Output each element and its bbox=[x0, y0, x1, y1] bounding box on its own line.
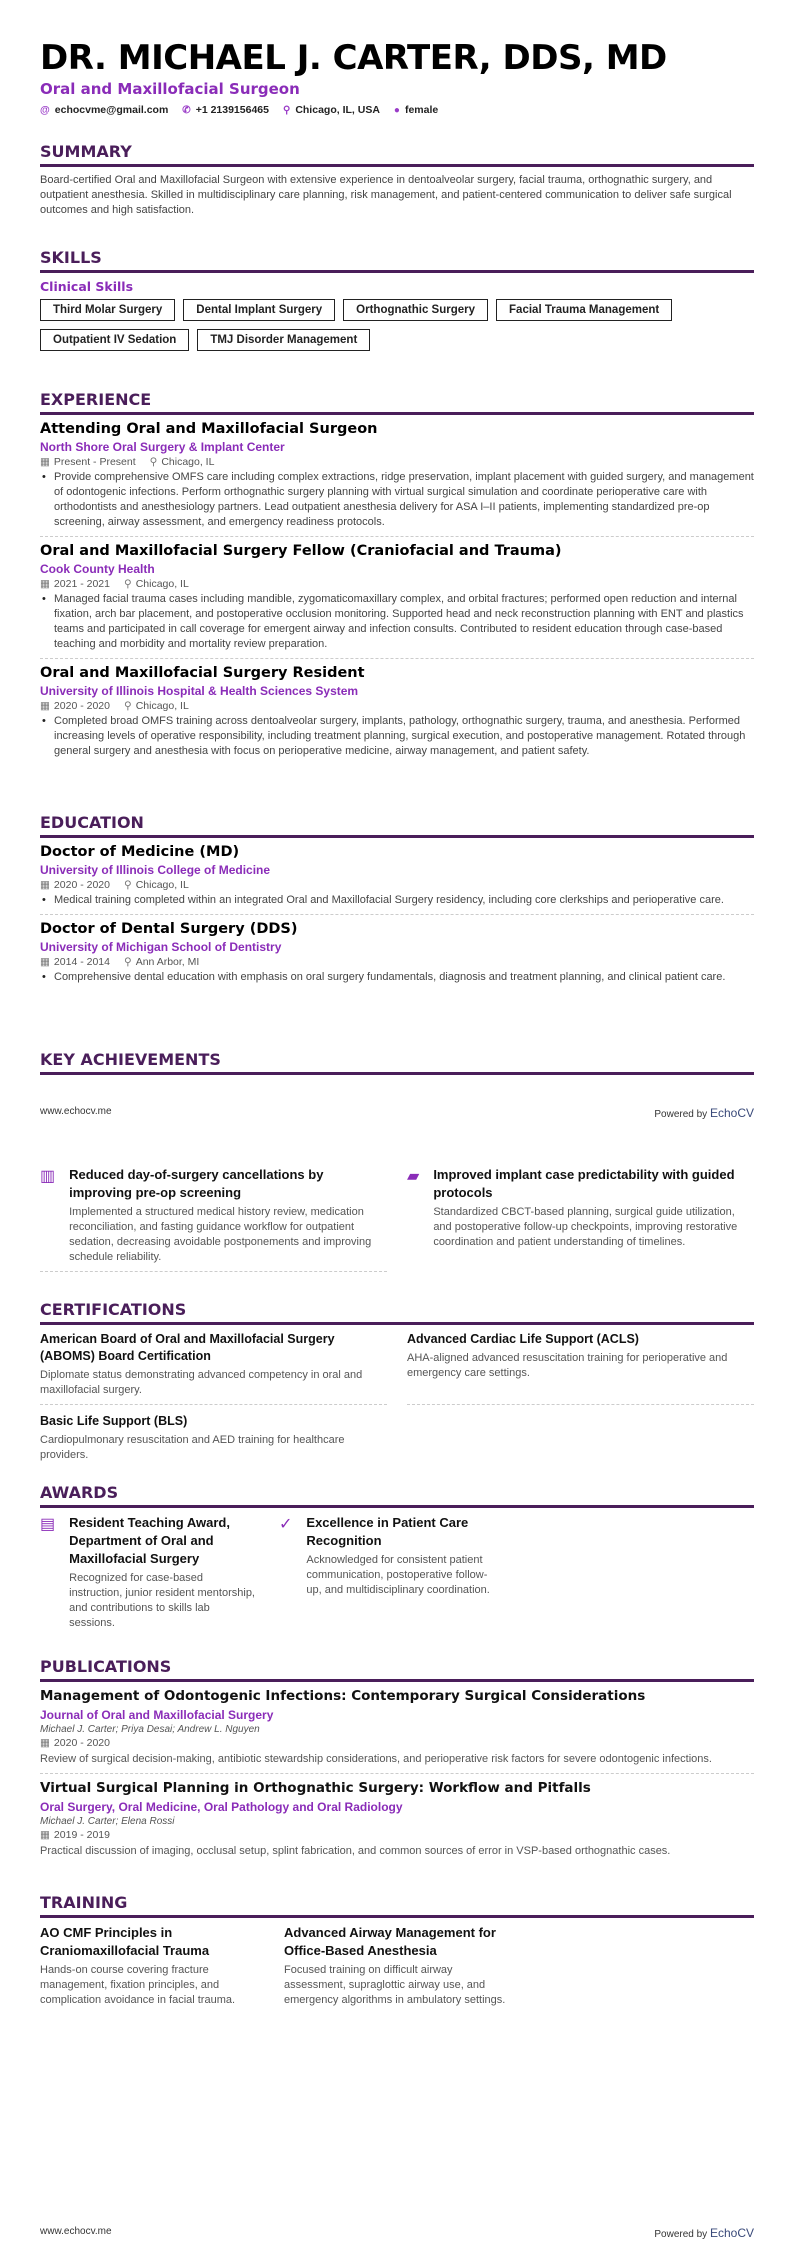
location-icon: ⚲ bbox=[149, 456, 158, 468]
company: Cook County Health bbox=[40, 562, 155, 576]
skill-chip: TMJ Disorder Management bbox=[197, 329, 370, 351]
job-title: Attending Oral and Maxillofacial Surgeon bbox=[40, 421, 378, 437]
calendar-icon: ▦ bbox=[40, 956, 50, 968]
section-heading: SKILLS bbox=[40, 248, 754, 273]
dates: Present - Present bbox=[53, 456, 136, 468]
dates: 2019 - 2019 bbox=[53, 1829, 110, 1841]
calendar-icon: ▦ bbox=[40, 578, 50, 590]
journal: Journal of Oral and Maxillofacial Surgery bbox=[40, 1708, 274, 1722]
publication-item bbox=[40, 1780, 754, 1859]
awards-section bbox=[40, 1483, 754, 1631]
training-desc: Hands-on course covering fracture management, fixation principles, and complication avoidance in facial trauma. bbox=[40, 1964, 236, 2006]
achievement-desc: Implemented a structured medical history review, medication reconciliation, and fasting guidance workflow for outpatient sedation, decreasing avoidable postponements and improving schedule reliability. bbox=[69, 1206, 372, 1263]
footer-powered: Powered by bbox=[654, 2229, 708, 2240]
section-heading: SUMMARY bbox=[40, 142, 754, 167]
building-icon: ▥ bbox=[40, 1168, 56, 1185]
company: North Shore Oral Surgery & Implant Center bbox=[40, 440, 285, 454]
section-heading: KEY ACHIEVEMENTS bbox=[40, 1050, 754, 1075]
authors: Michael J. Carter; Elena Rossi bbox=[40, 1816, 175, 1827]
description: • Comprehensive dental education with emphasis on oral surgery fundamentals, diagnosis and treatment planning, and clinical patient care. bbox=[40, 970, 754, 985]
skills-section bbox=[40, 248, 754, 351]
school: University of Michigan School of Dentistry bbox=[40, 940, 282, 954]
award-item bbox=[279, 1514, 494, 1631]
achievement-item bbox=[40, 1166, 387, 1272]
calendar-icon: ▦ bbox=[40, 1737, 50, 1749]
achievement-title: Reduced day-of-surgery cancellations by improving pre-op screening bbox=[69, 1167, 324, 1200]
description: • Provide comprehensive OMFS care including complex extractions, ridge preservation, implant placement with guided surgery, and management of odontogenic infections. Perform orthognathic surgery planning with virtual surgical simulation and coordinate perioperative care with orthodontists and anesthesiology partners. Lead outpatient anesthesia delivery for ASA I–II patients, implementing standardized pre-op screening, airway assessment, and emergency readiness protocols. bbox=[40, 470, 754, 530]
dates: 2014 - 2014 bbox=[53, 956, 110, 968]
training-title: AO CMF Principles in Craniomaxillofacial Trauma bbox=[40, 1925, 210, 1958]
dates: 2020 - 2020 bbox=[53, 879, 110, 891]
page-footer bbox=[40, 1106, 754, 1120]
certification-item bbox=[40, 1413, 387, 1463]
location: Chicago, IL bbox=[161, 456, 215, 468]
cert-title: Basic Life Support (BLS) bbox=[40, 1414, 188, 1428]
pub-desc: Review of surgical decision-making, antibiotic stewardship considerations, and perioperative risk factors for severe odontogenic infections. bbox=[40, 1753, 712, 1765]
section-heading: EXPERIENCE bbox=[40, 390, 754, 415]
location: Chicago, IL bbox=[135, 578, 189, 590]
phone-icon: ✆ bbox=[182, 105, 191, 116]
award-desc: Recognized for case-based instruction, junior resident mentorship, and contributions to skills lab sessions. bbox=[69, 1572, 255, 1629]
skill-chip: Orthognathic Surgery bbox=[343, 299, 488, 321]
section-heading: PUBLICATIONS bbox=[40, 1657, 754, 1682]
experience-item bbox=[40, 421, 754, 537]
page-footer bbox=[40, 2226, 754, 2240]
cert-desc: Diplomate status demonstrating advanced competency in oral and maxillofacial surgery. bbox=[40, 1369, 363, 1396]
calendar-icon: ▦ bbox=[40, 1829, 50, 1841]
training-item bbox=[40, 1924, 260, 2008]
dates: 2020 - 2020 bbox=[53, 700, 110, 712]
achievement-title: Improved implant case predictability with guided protocols bbox=[433, 1167, 735, 1200]
location: Ann Arbor, MI bbox=[135, 956, 200, 968]
degree: Doctor of Medicine (MD) bbox=[40, 844, 240, 860]
skill-group-title: Clinical Skills bbox=[40, 279, 134, 294]
section-heading: CERTIFICATIONS bbox=[40, 1300, 754, 1325]
description: • Completed broad OMFS training across dentoalveolar surgery, implants, pathology, orthognathic surgery, trauma, and anesthesia. Performed increasing levels of operative responsibility, including treatment planning, surgical execution, and postoperative management. Rotated through general surgery and anesthesia with focus on perioperative medicine, airway management, and patient safety. bbox=[40, 714, 754, 759]
summary-text: Board-certified Oral and Maxillofacial Surgeon with extensive experience in dentoalveolar surgery, facial trauma, orthognathic surgery, and outpatient anesthesia. Skilled in multidisciplinary care planning, risk management, and patient-centered communication to deliver safe surgical outcomes and high satisfaction. bbox=[40, 174, 732, 216]
pub-desc: Practical discussion of imaging, occlusal setup, splint fabrication, and common sources of error in VSP-based orthognathic cases. bbox=[40, 1845, 671, 1857]
job-title: Oral and Maxillofacial Surgery Fellow (Craniofacial and Trauma) bbox=[40, 543, 562, 559]
footer-brand: EchoCV bbox=[709, 2226, 754, 2240]
location-icon: ⚲ bbox=[123, 879, 132, 891]
footer-site[interactable]: www.echocv.me bbox=[40, 1106, 112, 1117]
cert-desc: AHA-aligned advanced resuscitation training for perioperative and emergency care settings. bbox=[407, 1352, 728, 1379]
cert-desc: Cardiopulmonary resuscitation and AED training for healthcare providers. bbox=[40, 1434, 345, 1461]
experience-section bbox=[40, 390, 754, 759]
certification-item bbox=[407, 1331, 754, 1405]
cert-title: Advanced Cardiac Life Support (ACLS) bbox=[407, 1332, 639, 1346]
dates: 2021 - 2021 bbox=[53, 578, 110, 590]
location: Chicago, IL, USA bbox=[295, 104, 380, 116]
phone[interactable]: +1 2139156465 bbox=[195, 104, 269, 116]
publication-item bbox=[40, 1688, 754, 1774]
job-title: Oral and Maxillofacial Surgeon bbox=[40, 80, 300, 98]
experience-item bbox=[40, 543, 754, 659]
achievements-list bbox=[40, 1166, 754, 1272]
school: University of Illinois College of Medicine bbox=[40, 863, 271, 877]
dates: 2020 - 2020 bbox=[53, 1737, 110, 1749]
location: Chicago, IL bbox=[135, 879, 189, 891]
resume-header bbox=[40, 38, 754, 116]
cert-title: American Board of Oral and Maxillofacial Surgery (ABOMS) Board Certification bbox=[40, 1332, 335, 1363]
footer-brand: EchoCV bbox=[709, 1106, 754, 1120]
person-icon: ● bbox=[393, 105, 400, 116]
award-item bbox=[40, 1514, 255, 1631]
education-item bbox=[40, 844, 754, 915]
degree: Doctor of Dental Surgery (DDS) bbox=[40, 921, 298, 937]
calendar-icon: ▦ bbox=[40, 879, 50, 891]
footer-site[interactable]: www.echocv.me bbox=[40, 2226, 112, 2237]
check-icon: ✓ bbox=[279, 1516, 293, 1533]
comment-icon: ▰ bbox=[407, 1168, 420, 1185]
location-icon: ⚲ bbox=[123, 700, 132, 712]
certification-item bbox=[40, 1331, 387, 1405]
achievement-item bbox=[407, 1166, 754, 1272]
skill-chip: Outpatient IV Sedation bbox=[40, 329, 189, 351]
calendar-icon: ▦ bbox=[40, 700, 50, 712]
contact-row bbox=[40, 104, 754, 116]
summary-section bbox=[40, 142, 754, 218]
calendar-icon: ▦ bbox=[40, 456, 50, 468]
section-heading: EDUCATION bbox=[40, 813, 754, 838]
experience-item bbox=[40, 665, 754, 759]
job-title: Oral and Maxillofacial Surgery Resident bbox=[40, 665, 365, 681]
company: University of Illinois Hospital & Health Sciences System bbox=[40, 684, 359, 698]
training-item bbox=[284, 1924, 514, 2008]
award-title: Resident Teaching Award, Department of Oral and Maxillofacial Surgery bbox=[69, 1515, 230, 1566]
location-icon: ⚲ bbox=[123, 578, 132, 590]
full-name: DR. MICHAEL J. CARTER, DDS, MD bbox=[40, 38, 667, 78]
achievements-heading-block bbox=[40, 1050, 754, 1081]
pub-title: Virtual Surgical Planning in Orthognathic Surgery: Workflow and Pitfalls bbox=[40, 1780, 591, 1796]
education-section bbox=[40, 813, 754, 985]
achievement-desc: Standardized CBCT-based planning, surgical guide utilization, and postoperative follow-up checkpoints, improving restorative coordination and patient understanding of timelines. bbox=[433, 1206, 738, 1248]
footer-powered: Powered by bbox=[654, 1109, 708, 1120]
award-title: Excellence in Patient Care Recognition bbox=[306, 1515, 469, 1548]
training-section bbox=[40, 1893, 754, 2008]
email[interactable]: echocvme@gmail.com bbox=[54, 104, 169, 116]
publications-section bbox=[40, 1657, 754, 1859]
journal: Oral Surgery, Oral Medicine, Oral Pathology and Oral Radiology bbox=[40, 1800, 403, 1814]
pub-title: Management of Odontogenic Infections: Contemporary Surgical Considerations bbox=[40, 1688, 646, 1704]
gender: female bbox=[404, 104, 439, 116]
education-item bbox=[40, 921, 754, 985]
certifications-section bbox=[40, 1300, 754, 1463]
training-desc: Focused training on difficult airway assessment, supraglottic airway use, and emergency algorithms in ambulatory settings. bbox=[284, 1964, 506, 2006]
authors: Michael J. Carter; Priya Desai; Andrew L. Nguyen bbox=[40, 1724, 260, 1735]
description: • Medical training completed within an integrated Oral and Maxillofacial Surgery residency, including core clerkships and perioperative care. bbox=[40, 893, 754, 908]
skill-chip: Third Molar Surgery bbox=[40, 299, 175, 321]
section-heading: TRAINING bbox=[40, 1893, 754, 1918]
skill-chip: Facial Trauma Management bbox=[496, 299, 672, 321]
section-heading: AWARDS bbox=[40, 1483, 754, 1508]
clipboard-icon: ▤ bbox=[40, 1516, 56, 1533]
location-icon: ⚲ bbox=[282, 105, 291, 116]
location-icon: ⚲ bbox=[123, 956, 132, 968]
training-title: Advanced Airway Management for Office-Based Anesthesia bbox=[284, 1925, 496, 1958]
email-icon: @ bbox=[40, 105, 50, 116]
description: • Managed facial trauma cases including mandible, zygomaticomaxillary complex, and orbital fractures; performed open reduction and internal fixation, arch bar placement, and postoperative occlusion monitoring. Supported head and neck reconstruction planning with ENT and plastics teams and participated in call coverage for emergent airway and infection consults. Contributed to resident education through case-based teaching and morbidity and mortality review preparation. bbox=[40, 592, 754, 652]
award-desc: Acknowledged for consistent patient communication, postoperative follow-up, and multidisciplinary coordination. bbox=[306, 1554, 490, 1596]
location: Chicago, IL bbox=[135, 700, 189, 712]
skill-chip: Dental Implant Surgery bbox=[183, 299, 335, 321]
